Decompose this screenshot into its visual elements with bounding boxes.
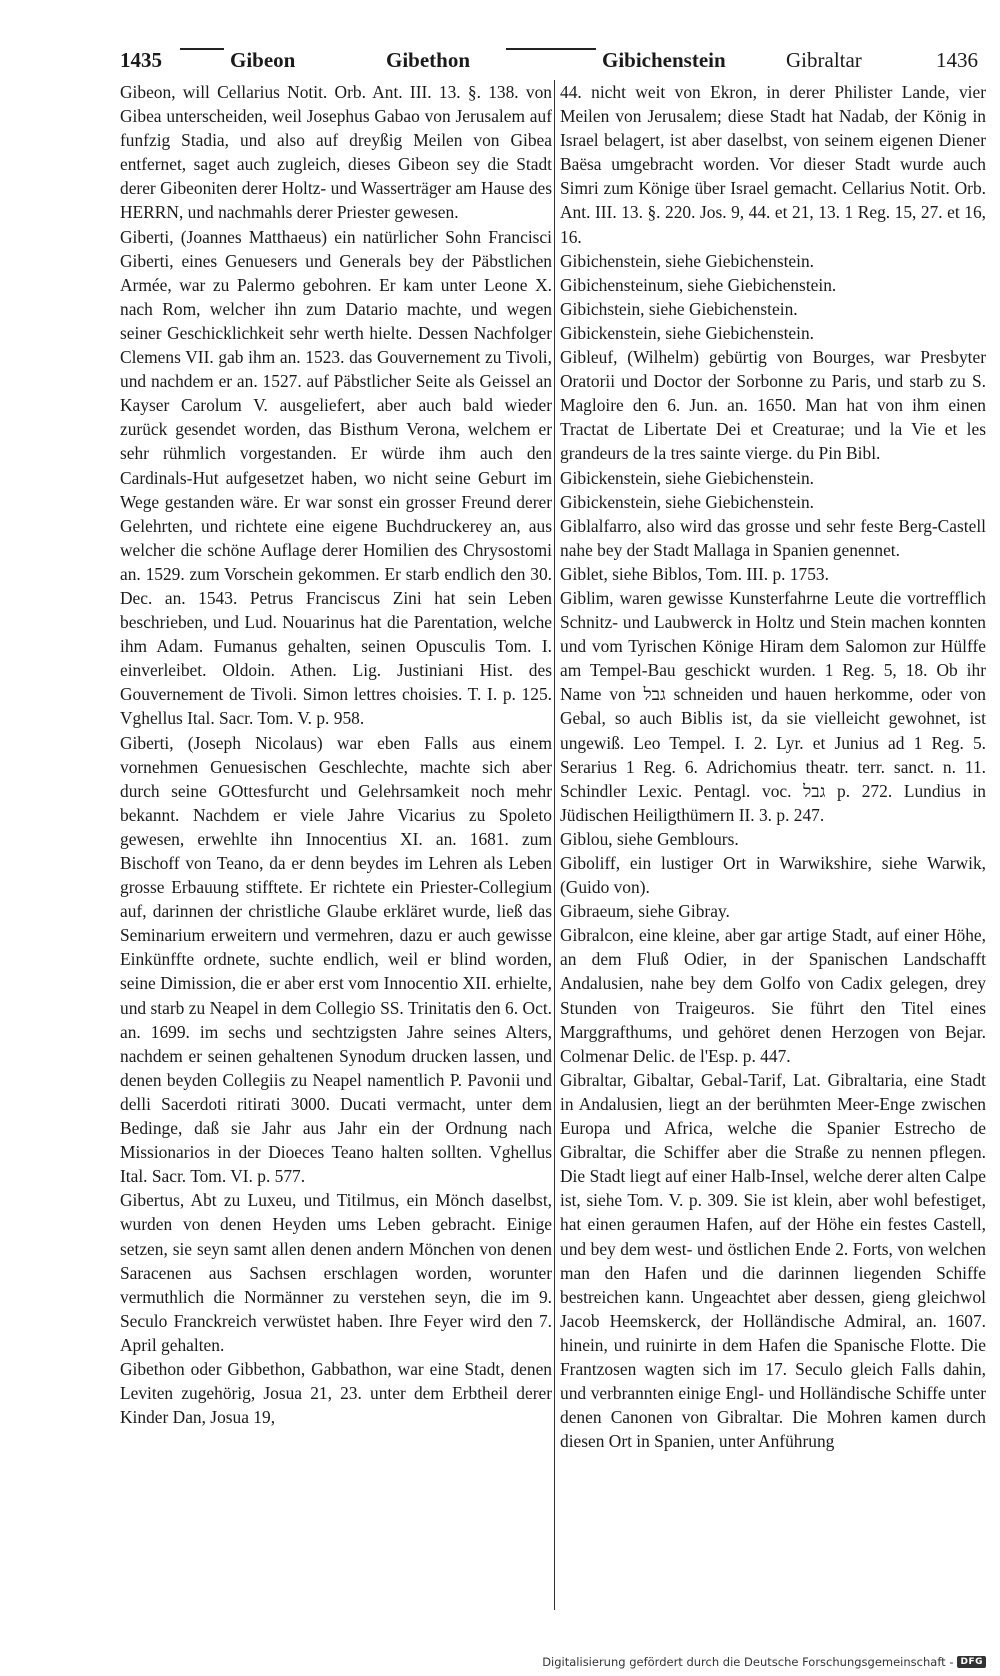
right-column [560, 80, 986, 1642]
header-keyword: Gibethon [386, 48, 471, 72]
entry-paragraph: Gibichenstein, siehe Giebichenstein. [560, 250, 815, 271]
entry-paragraph: Giberti, (Joannes Matthaeus) ein natürlicher Sohn Francisci Giberti, eines Genuesers und Generals bey der Päbstlichen Armée, war zu Palermo gebohren. Er kam unter Leone X. nach Rom, welcher ihn zum Datario machte, und wegen seiner Geschicklichkeit sehr werth hielte. Dessen Nachfolger Clemens VII. gab ihm an. 1523. das Gouvernement zu Tivoli, und nachdem er an. 1527. auf Päbstlicher Seite als Geissel an Kayser Carolum V. ausgeliefert, aber auch bald wieder zurück gesendet worden, das Bisthum Verona, welchem er sehr rühmlich vorgestanden. Er würde ihm auch den Cardinals-Hut aufgesetzet haben, wo nicht seine Geburt im Wege gestanden wäre. Er war sonst ein grosser Freund derer Gelehrten, und richtete eine eigene Buchdruckerey an, aus welcher die schöne Auflage derer Homilien des Chrysostomi an. 1529. zum Vorschein gekommen. Er starb endlich den 30. Dec. an. 1543. Petrus Franciscus Zini hat sein Leben beschrieben, und Lud. Nouarinus hat die Parentation, welche ihm Adam. Fumanus gehalten, seinen Opusculis Tom. I. einverleibet. Oldoin. Athen. Lig. Justiniani Hist. des Gouvernement de Tivoli. Simon lettres choisies. T. I. p. 125. Vghellus Ital. Sacr. Tom. V. p. 958. [120, 226, 552, 729]
entry-paragraph: Gibraltar, Gibaltar, Gebal-Tarif, Lat. Gibraltaria, eine Stadt in Andalusien, liegt an der berühmten Meer-Enge zwischen Europa und Africa, welche die Spanier Estrecho de Gibraltar, die Schiffer aber die Straße zu nennen pflegen. Die Stadt liegt auf einer Halb-Insel, welche derer alten Calpe ist, siehe Tom. V. p. 309. Sie ist klein, aber wohl befestiget, hat einen geraumen Hafen, auf der Höhe ein festes Castell, und bey dem west- und östlichen Ende 2. Forts, von welchen man den Hafen und die darinnen liegenden Schiffe bestreichen kann. Ungeachtet aber dessen, gieng gleichwol Jacob Heemskerck, der Holländische Admiral, an. 1607. hinein, und ruinirte in dem Hafen die Spanische Flotte. Die Frantzosen wagten sich im 17. Seculo gleich Falls dahin, und verbrannten einige Engl- und Holländische Schiffe unter denen Canonen von Gibraltar. Die Mohren kamen durch diesen Ort in Spanien, unter Anführung [560, 1069, 986, 1452]
entry-paragraph: Gibickenstein, siehe Giebichenstein. [560, 322, 815, 343]
entry-paragraph: Giblalfarro, also wird das grosse und sehr feste Berg-Castell nahe bey der Stadt Mallaga in Spanien genennet. [560, 515, 986, 560]
page-number-right: 1436 [936, 48, 978, 72]
credit-text: Digitalisierung gefördert durch die Deutsche Forschungsgemeinschaft - [542, 1655, 954, 1669]
header-keyword: Gibichenstein [602, 48, 726, 72]
left-column [120, 80, 552, 1642]
column-divider [554, 80, 555, 1610]
page-number-left: 1435 [120, 48, 162, 72]
entry-paragraph: Giblou, siehe Gemblours. [560, 828, 739, 849]
header-rule [180, 48, 224, 50]
entry-paragraph: Gibickenstein, siehe Giebichenstein. [560, 491, 815, 512]
entry-paragraph: Gibertus, Abt zu Luxeu, und Titilmus, ein Mönch daselbst, wurden von denen Heyden ums Leben gebracht. Einige setzen, sie seyn samt allen denen andern Mönchen von denen Saracenen aus Sachsen erschlagen worden, worunter vermuthlich die Normänner zu verstehen seyn, die im 9. Seculo Franckreich verwüstet haben. Ihre Feyer wird den 7. April gehalten. [120, 1190, 552, 1355]
running-header [120, 48, 978, 78]
entry-paragraph: Giboliff, ein lustiger Ort in Warwikshire, siehe Warwik, (Guido von). [560, 853, 986, 898]
entry-paragraph: Gibichstein, siehe Giebichenstein. [560, 298, 798, 319]
entry-paragraph: 44. nicht weit von Ekron, in derer Philister Lande, vier Meilen von Jerusalem; diese Stadt hat Nadab, der König in Israel belagert, ist aber daselbst, von seinem eigenen Diener Baësa umgebracht worden. Vor dieser Stadt wurde auch Simri zum Könige über Israel gemacht. Cellarius Notit. Orb. Ant. III. 13. §. 220. Jos. 9, 44. et 21, 13. 1 Reg. 15, 27. et 16, 16. [560, 82, 986, 247]
entry-paragraph: Giblet, siehe Biblos, Tom. III. p. 1753. [560, 563, 829, 584]
entry-paragraph: Giberti, (Joseph Nicolaus) war eben Falls aus einem vornehmen Genuesischen Geschlechte, machte sich aber durch seine GOttesfurcht und Gelehrsamkeit noch mehr bekannt. Nachdem er viele Jahre Vicarius zu Spoleto gewesen, erwehlte ihn Innocentius XI. an. 1681. zum Bischoff von Teano, da er denn beydes im Lehren als Leben grosse Erbauung stifftete. Er richtete ein Priester-Collegium auf, darinnen der christliche Glaube erkläret wurde, ließ das Seminarium erweitern und vermehren, dazu er auch gewisse Einkünffte ordnete, suchte endlich, weil er blind worden, seine Dimission, die er aber erst vom Innocentio XII. erhielte, und starb zu Neapel in dem Collegio SS. Trinitatis den 6. Oct. an. 1699. im sechs und sechtzigsten Jahre seines Alters, nachdem er seinen gehaltenen Synodum drucken lassen, und denen beyden Collegiis zu Neapel namentlich P. Pavonii und delli Sacerdoti ritirati 3000. Ducati vermacht, unter dem Bedinge, daß sie Jahr aus Jahr ein der Ordnung nach Missionarios in der Dioeces Teano halten sollten. Vghellus Ital. Sacr. Tom. VI. p. 577. [120, 732, 552, 1187]
entry-paragraph: Gibleuf, (Wilhelm) gebürtig von Bourges, war Presbyter Oratorii und Doctor der Sorbonne zu Paris, und starb zu S. Magloire den 6. Jun. an. 1650. Man hat von ihm einen Tractat de Libertate Dei et Creaturae; und la Vie et les grandeurs de la tres sainte vierge. du Pin Bibl. [560, 347, 986, 464]
entry-paragraph: Gibralcon, eine kleine, aber gar artige Stadt, auf einer Höhe, an dem Fluß Odier, in der Spanischen Landschafft Andalusien, nahe bey dem Golfo von Cadix gelegen, drey Stunden von Traigeuros. Sie führt den Titel eines Marggrafthums, und gehöret denen Herzogen von Bejar. Colmenar Delic. de l'Esp. p. 447. [560, 925, 986, 1066]
entry-paragraph: Gibichensteinum, siehe Giebichenstein. [560, 274, 837, 295]
entry-paragraph: Gibeon, will Cellarius Notit. Orb. Ant. III. 13. §. 138. von Gibea unterscheiden, weil Josephus Gabao von Jerusalem auf funfzig Stadia, und also auf dreyßig Meilen von Gibea entfernet, saget auch zugleich, dieses Gibeon sey die Stadt derer Gibeoniten derer Holtz- und Wasserträger am Hause des HERRN, und nachmahls derer Priester gewesen. [120, 82, 552, 223]
header-keyword: Gibraltar [786, 48, 862, 72]
entry-paragraph: Giblim, waren gewisse Kunsterfahrne Leute die vortrefflich Schnitz- und Laubwerck in Holtz und Stein machen konnten und vom Tyrischen Könige Hiram dem Salomon zur Hülffe am Tempel-Bau geschickt wurden. 1 Reg. 5, 18. Ob ihr Name von גבל schneiden und hauen herkomme, oder von Gebal, so auch Biblis ist, da sie vielleicht gewohnet, ist ungewiß. Leo Tempel. I. 2. Lyr. et Junius ad 1 Reg. 5. Serarius 1 Reg. 6. Adrichomius theatr. terr. sanct. n. 11. Schindler Lexic. Pentagl. voc. גבל p. 272. Lundius in Jüdischen Heiligthümern II. 3. p. 247. [560, 587, 986, 825]
header-keyword: Gibeon [230, 48, 296, 72]
entry-paragraph: Gibethon oder Gibbethon, Gabbathon, war eine Stadt, denen Leviten zugehörig, Josua 21, 23. unter dem Erbtheil derer Kinder Dan, Josua 19, [120, 1358, 552, 1428]
entry-paragraph: Gibickenstein, siehe Giebichenstein. [560, 467, 815, 488]
header-rule [506, 48, 596, 50]
digitization-credit [542, 1654, 986, 1670]
dfg-logo: DFG [957, 1656, 986, 1668]
entry-paragraph: Gibraeum, siehe Gibray. [560, 901, 730, 922]
